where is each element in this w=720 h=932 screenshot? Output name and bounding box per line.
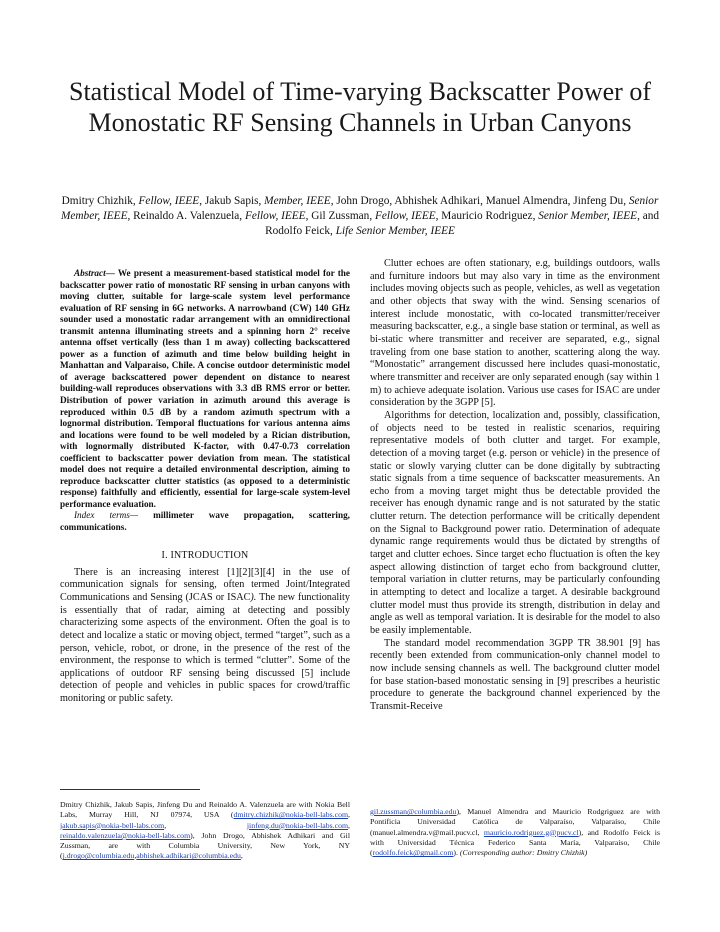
intro-text-part: The new functionality is essentially that of radar, aiming at detecting and possibly characterizing some aspects of the environment. Often the goal is to detect and localize a static or moving object, termed “target”, such as a person, vehicle, robot, or drone, in the presence of the rest of the environment, the response to which is termed “clutter”. Some of the applications of outdoor RF sensing being discussed [5] include detection of people and vehicles in public spaces for crowd/traffic monitoring or public safety. (60, 591, 350, 705)
index-terms-label: Index terms— (74, 510, 139, 521)
author-name: John Drogo (336, 195, 390, 207)
abstract (60, 268, 350, 510)
footnote-text: , (348, 820, 350, 830)
footnote-text: , (348, 810, 350, 820)
footnote-text: , (240, 851, 243, 861)
author-name: Abhishek Adhikari (394, 195, 481, 207)
email-link[interactable]: jakub.sapis@nokia-bell-labs.com (60, 820, 165, 830)
intro-paragraph (60, 567, 350, 706)
intro-text-part: There is an increasing interest [1][2][3][4] in the use of communication signals for sensing, often termed Joint/Integrated Communications and Sensing (JCAS or ISAC (60, 566, 350, 603)
author-list: Dmitry Chizhik, Fellow, IEEE, Jakub Sapis, Member, IEEE, John Drogo, Abhishek Adhikari, Manuel Almendra, Jinfeng Du, Senior Member, IEEE, Reinaldo A. Valenzuela, Fellow, IEEE, Gil Zussman, Fellow, IEEE, Mauricio Rodriguez, Senior Member, IEEE, and Rodolfo Feick, Life Senior Member, IEEE (60, 195, 660, 237)
section-heading-introduction: I. INTRODUCTION (161, 549, 249, 561)
author-name: Reinaldo A. Valenzuela (133, 210, 240, 222)
email-link[interactable]: reinaldo.valenzuela@nokia-bell-labs.com (60, 830, 191, 840)
email-link[interactable]: mauricio.rodriguez.g@pucv.cl (483, 827, 579, 837)
email-link[interactable]: abhishek.adhikari@columbia.edu (136, 851, 241, 861)
author-name: Mauricio Rodriguez (441, 210, 533, 222)
footnote-text: ), and Rodolfo Feick is with Universidad Técnica Federico Santa María, Valparaíso, Chile ( (370, 827, 660, 858)
footnote-text: ), John Drogo, Abhishek Adhikari and Gil Zussman, are with Columbia University, New York, NY ( (60, 830, 350, 861)
body-paragraph: Clutter echoes are often stationary, e.g, buildings outdoors, walls and furniture indoors but may also vary in time as the environment includes moving objects such as people, vehicles, as well as vegetation and other objects that sway with the wind. Sensing scenarios of interest include monostatic, with co-located transmitter/receiver measuring backscatter, e.g., a single base station or terminal, as well as bi-static where transmitter and receiver are separated, e.g., signal traveling from one base station to another, scattering along the way. “Monostatic” arrangement discussed here includes quasi-monostatic, where transmitter and receiver are only separated enough (say within 1 m) to achieve adequate isolation. Various use cases for ISAC are under consideration by the 3GPP [5]. (370, 258, 660, 409)
author-name: Manuel Almendra (485, 195, 568, 207)
index-terms (60, 510, 350, 533)
author-name: Jinfeng Du (573, 195, 624, 207)
footnote-divider (60, 789, 200, 790)
footnote-text: ). (453, 848, 460, 858)
author-role: Fellow, IEEE (138, 195, 200, 207)
abstract-label: Abstract— (74, 268, 115, 278)
author-role: Fellow, IEEE (374, 210, 436, 222)
author-role: Member, IEEE (264, 195, 331, 207)
author-role: Life Senior Member, IEEE (335, 225, 455, 237)
author-role: Senior Member, IEEE (538, 210, 638, 222)
author-name: Gil Zussman (311, 210, 370, 222)
index-terms-text: millimeter wave propagation, scattering, communications. (60, 510, 350, 533)
abstract-text: We present a measurement-based statistical model for the backscatter power ratio of monostatic RF sensing in urban canyons with moving clutter, suitable for large-scale system level performance evaluation of RF sensing in 6G networks. A narrowband (CW) 140 GHz sounder used a monostatic radar arrangement with an omnidirectional transmit antenna illuminating streets and a spinning horn 2° receive antenna offset vertically (less than 1 m away) collecting backscattered power as a function of azimuth and time below building height in Manhattan and Valparaiso, Chile. A concise outdoor deterministic model of average backscattered power dependent on distance to nearest building-wall reproduces observations with 3.3 dB RMS error or better. Distribution of power variation in azimuth around this average is reproduced within 0.5 dB by a random azimuth spectrum with a lognormal distribution. Temporal fluctuations for various antenna aims and locations were found to be well modeled by a Rician distribution, with lognormally distributed K-factor, with 0.47-0.73 correlation coefficient to backscatter power deviation from mean. The statistical model does not require a detailed environmental description, aiming to reproduce backscatter clutter statistics (as opposed to a deterministic response) faithfully and efficiently, essential for large-scale system-level performance evaluation. (60, 268, 350, 509)
email-link[interactable]: dmitry.chizhik@nokia-bell-labs.com (233, 810, 349, 820)
footnote-text: Dmitry Chizhik, Jakub Sapis, Jinfeng Du and Reinaldo A. Valenzuela are with Nokia Bell Labs, Murray Hill, NJ 07974, USA ( (60, 800, 350, 820)
footnote-text: ), Manuel Almendra and Mauricio Rodgriguez are with Pontificia Universidad Católica de Valparaíso, Valparaíso, Chile (manuel.almendra.v@mail.pucv.cl, (370, 807, 660, 837)
footnote-text: , (164, 820, 247, 830)
left-column (60, 268, 350, 706)
body-paragraph: Algorithms for detection, localization and, possibly, classification, of objects need to be tested in realistic scenarios, requiring representative models of both clutter and target. For example, detection of a moving target (e.g. person or vehicle) in the presence of static or slowly varying clutter can be done digitally by subtracting static signals from a time sequence of backscatter measurements. An echo from a moving target might thus be detectable provided the receiver has enough dynamic range and is not saturated by the static clutter return. The detection performance will be critically dependent on the Signal to Background power ratio. Determination of adequate dynamic range requirements would thus be dictated by strengths of target and clutter echoes. Since target echo fluctuation is often the key aspect allowing distinction of target echo from background clutter, temporal variation in clutter returns, may be particularly confounding in attempting to detect and localize a target. A desirable background clutter model must thus provide its strength, distribution in delay and angle as well as temporal variation. It is desirable for the model to also be easily implementable. (370, 409, 660, 637)
author-role: Senior Member, IEEE (60, 195, 659, 222)
author-name: and Rodolfo Feick (265, 210, 660, 237)
footnote-affiliations-continued (370, 807, 660, 858)
author-name: Dmitry Chizhik (61, 195, 133, 207)
corresponding-author-note: (Corresponding author: Dmitry Chizhik) (459, 848, 588, 858)
paper-title: Statistical Model of Time-varying Backscatter Power of Monostatic RF Sensing Channels in Urban Canyons (68, 77, 651, 137)
body-paragraph: The standard model recommendation 3GPP TR 38.901 [9] has recently been extended from communication-only channel model to now include sensing channels as well. The background clutter model for base station-based monostatic sensing in [9] prescribes a heuristic procedure to generate the background channel experienced by the Transmit-Receive (370, 637, 660, 712)
right-column (370, 258, 660, 714)
email-link[interactable]: j.drogo@columbia.edu (62, 851, 135, 861)
author-name: Jakub Sapis (204, 195, 259, 207)
email-link[interactable]: jinfeng.du@nokia-bell-labs.com (246, 820, 349, 830)
email-link[interactable]: gil.zussman@columbia.edu (370, 807, 457, 816)
footnote-text: , (134, 851, 137, 861)
author-role: Fellow, IEEE (244, 210, 306, 222)
footnote-affiliations (60, 800, 350, 862)
email-link[interactable]: rodolfo.feick@gmail.com (372, 848, 454, 858)
intro-text-italic: ). (250, 591, 257, 603)
